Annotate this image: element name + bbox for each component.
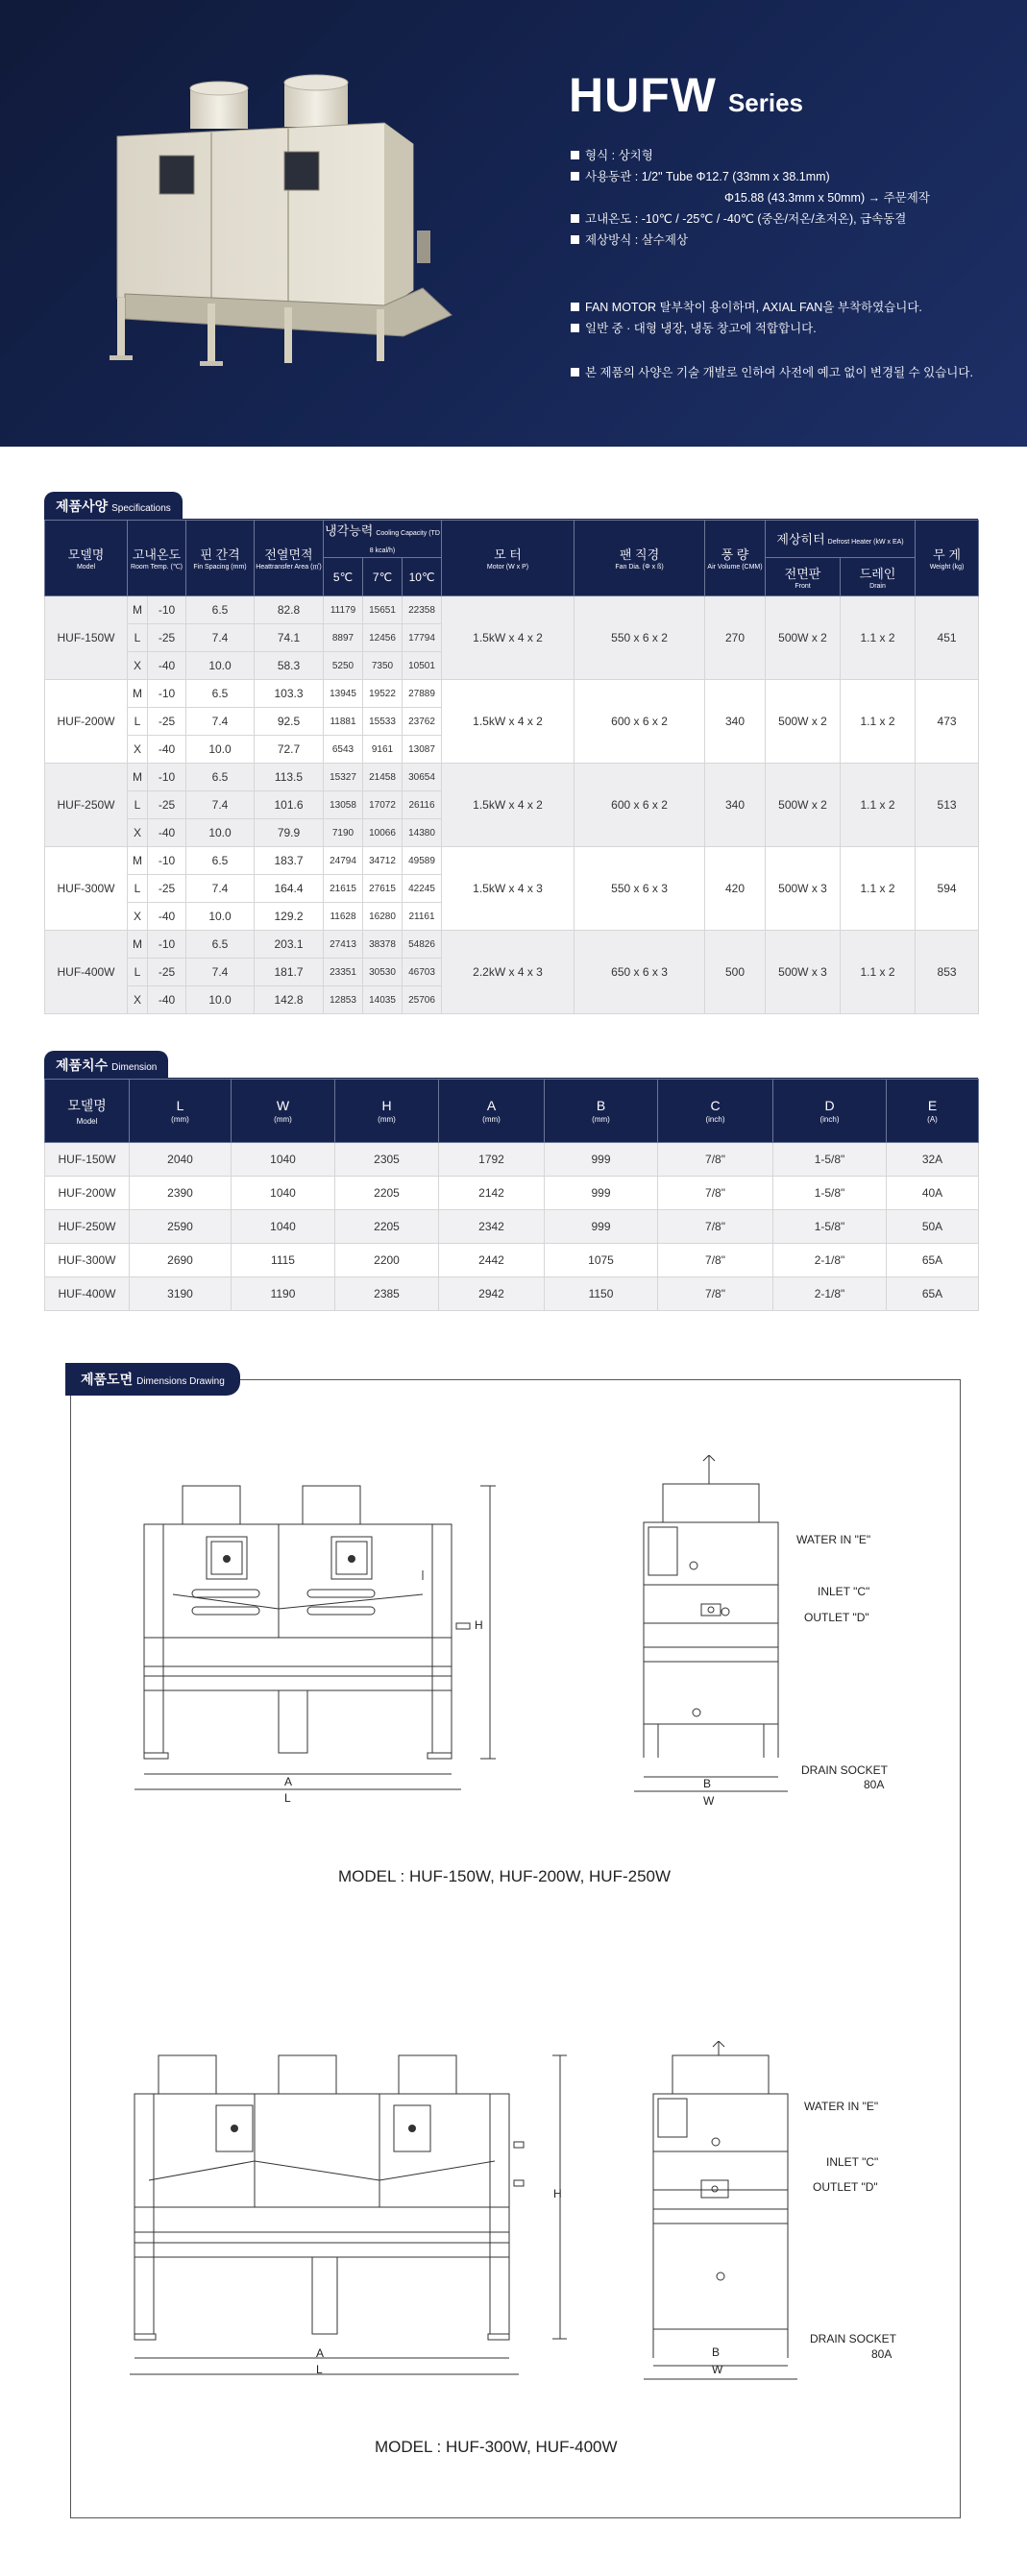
header-weight: 무 게 Weight (kg) [916,521,979,596]
header-5c: 5℃ [324,558,363,596]
spec-cell: 7.4 [186,624,255,652]
spec-cell: -10 [148,764,186,791]
series-label: Series [727,88,804,117]
spec-cell: -40 [148,736,186,764]
dim-row [45,1277,979,1311]
spec-cell: 27615 [363,875,403,903]
spec-cell: 103.3 [255,680,324,708]
spec-cell: 6.5 [186,931,255,959]
dim-cell: HUF-400W [45,1277,130,1311]
spec-cell: 164.4 [255,875,324,903]
spec-cell: 142.8 [255,986,324,1014]
spec-cell: M [128,847,148,875]
spec-cell: 16280 [363,903,403,931]
spec-cell: 853 [916,931,979,1014]
dim-cell: 1115 [232,1244,335,1277]
dim-cell: 2690 [130,1244,232,1277]
dim-w-label: W [703,1794,715,1808]
header-cooling-capacity: 냉각능력 Cooling Capacity (TD 8 kcal/h) [324,521,442,558]
product-image [96,67,480,375]
spec-cell: 42245 [403,875,442,903]
dim-cell: 3190 [130,1277,232,1311]
spec-cell: 13087 [403,736,442,764]
bullet-square-icon [571,324,579,332]
spec-cell: 7.4 [186,708,255,736]
spec-cell: 11179 [324,596,363,624]
spec-cell: 7350 [363,652,403,680]
spec-cell: 17072 [363,791,403,819]
hero-banner [0,0,1027,447]
dim-header: H (mm) [335,1080,439,1143]
dim-header: A (mm) [439,1080,545,1143]
spec-cell: -25 [148,791,186,819]
spec-cell: 6543 [324,736,363,764]
spec-cell: 1.5kW x 4 x 2 [442,596,575,680]
dim-cell: 7/8" [658,1210,773,1244]
spec-cell: 74.1 [255,624,324,652]
header-area: 전열면적 Heattransfer Area (㎡) [255,521,324,596]
dim-header: E (A) [887,1080,979,1143]
spec-cell: 500W x 3 [766,931,841,1014]
front-view-2fan-drawing [134,1474,500,1820]
spec-cell: -40 [148,652,186,680]
dim-cell: HUF-200W [45,1177,130,1210]
spec-cell: 17794 [403,624,442,652]
header-motor: 모 터 Motor (W x P) [442,521,575,596]
dim-cell: 7/8" [658,1177,773,1210]
spec-cell: 10.0 [186,986,255,1014]
dim-cell: 2390 [130,1177,232,1210]
dim-cell: 1-5/8" [773,1177,887,1210]
feature-item: 형식 : 상치형 [571,146,653,163]
spec-cell: 1.1 x 2 [841,680,916,764]
spec-cell: M [128,931,148,959]
dim-cell: 2342 [439,1210,545,1244]
dim-cell: 50A [887,1210,979,1244]
spec-cell: M [128,680,148,708]
spec-cell: 14035 [363,986,403,1014]
spec-row [45,931,979,959]
spec-cell: 30530 [363,959,403,986]
dim-cell: 2942 [439,1277,545,1311]
spec-cell: 21458 [363,764,403,791]
spec-cell: 30654 [403,764,442,791]
spec-cell: L [128,708,148,736]
spec-cell: 10.0 [186,903,255,931]
dim-row [45,1244,979,1277]
spec-cell: 600 x 6 x 2 [575,680,705,764]
spec-cell: 15327 [324,764,363,791]
dim-cell: 65A [887,1277,979,1311]
spec-cell: 1.1 x 2 [841,931,916,1014]
spec-cell: 1.5kW x 4 x 3 [442,847,575,931]
spec-cell: 22358 [403,596,442,624]
spec-cell: 13058 [324,791,363,819]
dim-cell: HUF-150W [45,1143,130,1177]
spec-cell: -40 [148,819,186,847]
spec-cell: 500 [705,931,766,1014]
spec-cell: 600 x 6 x 2 [575,764,705,847]
spec-cell: 21161 [403,903,442,931]
feature-item: 일반 중 · 대형 냉장, 냉동 창고에 적합합니다. [571,319,817,336]
spec-cell: 113.5 [255,764,324,791]
feature-item: 본 제품의 사양은 기술 개발로 인하여 사전에 예고 없이 변경될 수 있습니다. [571,363,973,380]
dim-cell: 7/8" [658,1277,773,1311]
dim-cell: 32A [887,1143,979,1177]
spec-cell: 451 [916,596,979,680]
spec-cell: -40 [148,903,186,931]
spec-row [45,596,979,624]
spec-cell: 340 [705,764,766,847]
spec-row [45,847,979,875]
feature-item: 사용동관 : 1/2" Tube Φ12.7 (33mm x 38.1mm) [571,167,830,184]
dim-cell: 999 [545,1143,658,1177]
dim-cell: 2-1/8" [773,1244,887,1277]
spec-cell: 58.3 [255,652,324,680]
spec-cell: 19522 [363,680,403,708]
spec-cell: 8897 [324,624,363,652]
dim-b-label: B [712,2345,721,2359]
dim-cell: 1040 [232,1143,335,1177]
spec-cell: 27889 [403,680,442,708]
spec-cell: 25706 [403,986,442,1014]
spec-cell: 23351 [324,959,363,986]
spec-cell: L [128,791,148,819]
spec-cell: 550 x 6 x 2 [575,596,705,680]
bullet-square-icon [571,235,579,244]
spec-cell: HUF-200W [45,680,128,764]
dim-cell: 2040 [130,1143,232,1177]
spec-cell: M [128,764,148,791]
spec-cell: 6.5 [186,680,255,708]
spec-cell: 420 [705,847,766,931]
dim-row [45,1177,979,1210]
dim-cell: 1040 [232,1210,335,1244]
dim-header: W (mm) [232,1080,335,1143]
spec-cell: X [128,903,148,931]
dim-cell: 2590 [130,1210,232,1244]
dim-cell: 7/8" [658,1244,773,1277]
spec-cell: HUF-400W [45,931,128,1014]
outlet-label: OUTLET "D" [813,2180,878,2194]
drain-socket-label: DRAIN SOCKET [810,2332,897,2345]
spec-cell: L [128,875,148,903]
spec-cell: 79.9 [255,819,324,847]
drawing-caption-1: MODEL : HUF-150W, HUF-200W, HUF-250W [338,1867,672,1885]
spec-cell: 9161 [363,736,403,764]
drain-socket-label: DRAIN SOCKET [801,1763,889,1777]
dim-cell: 2-1/8" [773,1277,887,1311]
feature-item: FAN MOTOR 탈부착이 용이하며, AXIAL FAN을 부착하였습니다. [571,298,922,315]
spec-cell: 92.5 [255,708,324,736]
feature-item: 제상방식 : 살수제상 [571,231,688,248]
spec-cell: 500W x 3 [766,847,841,931]
spec-cell: 203.1 [255,931,324,959]
spec-cell: 27413 [324,931,363,959]
dim-cell: 2385 [335,1277,439,1311]
series-title [569,67,803,123]
dimension-section-tab: 제품치수 Dimension [44,1051,168,1080]
dim-header: C (inch) [658,1080,773,1143]
header-room-temp: 고내온도 Room Temp. (℃) [128,521,186,596]
spec-cell: 49589 [403,847,442,875]
spec-cell: 46703 [403,959,442,986]
dim-header: L (mm) [130,1080,232,1143]
header-10c: 10℃ [403,558,442,596]
header-front: 전면판 Front [766,558,841,596]
spec-cell: 11628 [324,903,363,931]
dim-cell: 2205 [335,1210,439,1244]
dim-cell: 1792 [439,1143,545,1177]
feature-item-continued: Φ15.88 (43.3mm x 50mm) → 주문제작 [724,191,930,205]
spec-cell: X [128,986,148,1014]
spec-cell: 6.5 [186,847,255,875]
spec-cell: 13945 [324,680,363,708]
spec-cell: 594 [916,847,979,931]
spec-cell: 21615 [324,875,363,903]
series-name: HUFW [569,68,717,122]
side-view-drawing [624,1455,797,1820]
spec-cell: 500W x 2 [766,764,841,847]
spec-cell: 7.4 [186,791,255,819]
spec-cell: 270 [705,596,766,680]
dim-cell: 2205 [335,1177,439,1210]
dim-cell: 1040 [232,1177,335,1210]
spec-cell: HUF-250W [45,764,128,847]
spec-cell: 6.5 [186,764,255,791]
water-in-label: WATER IN "E" [796,1533,871,1546]
spec-cell: 7190 [324,819,363,847]
spec-cell: 1.5kW x 4 x 2 [442,764,575,847]
spec-cell: L [128,624,148,652]
spec-cell: 7.4 [186,875,255,903]
spec-cell: -25 [148,875,186,903]
spec-cell: -25 [148,959,186,986]
dim-cell: 999 [545,1177,658,1210]
inlet-label: INLET "C" [826,2155,879,2169]
spec-cell: L [128,959,148,986]
spec-cell: 12456 [363,624,403,652]
header-model: 모델명 Model [45,521,128,596]
header-fan-dia: 팬 직경 Fan Dia. (Φ x ß) [575,521,705,596]
spec-cell: 183.7 [255,847,324,875]
dim-header: D (inch) [773,1080,887,1143]
dim-cell: HUF-250W [45,1210,130,1244]
dim-cell: 2142 [439,1177,545,1210]
dim-cell: 65A [887,1244,979,1277]
drawing-section-tab: 제품도면 Dimensions Drawing [65,1363,240,1396]
dim-cell: 999 [545,1210,658,1244]
header-7c: 7℃ [363,558,403,596]
dim-w-label: W [712,2363,723,2376]
spec-cell: -10 [148,847,186,875]
dim-cell: 7/8" [658,1143,773,1177]
dim-cell: HUF-300W [45,1244,130,1277]
spec-cell: 15651 [363,596,403,624]
spec-cell: 15533 [363,708,403,736]
spec-cell: -10 [148,931,186,959]
bullet-square-icon [571,368,579,377]
spec-cell: 72.7 [255,736,324,764]
spec-cell: 12853 [324,986,363,1014]
spec-cell: 34712 [363,847,403,875]
bullet-square-icon [571,151,579,159]
bullet-square-icon [571,214,579,223]
spec-cell: 10.0 [186,819,255,847]
spec-cell: 38378 [363,931,403,959]
spec-table [44,520,979,1014]
spec-cell: 10.0 [186,736,255,764]
spec-cell: 473 [916,680,979,764]
water-in-label: WATER IN "E" [804,2100,879,2113]
spec-cell: X [128,819,148,847]
spec-cell: -10 [148,596,186,624]
spec-cell: 10.0 [186,652,255,680]
dim-cell: 1075 [545,1244,658,1277]
spec-cell: -25 [148,708,186,736]
spec-cell: 1.1 x 2 [841,847,916,931]
spec-cell: 23762 [403,708,442,736]
spec-cell: 24794 [324,847,363,875]
inlet-label: INLET "C" [818,1585,870,1598]
front-view-3fan-drawing [130,2046,572,2392]
dim-cell: 2200 [335,1244,439,1277]
drain-size-label: 80A [871,2347,893,2361]
dim-h-label: H [553,2187,562,2200]
spec-cell: 26116 [403,791,442,819]
header-air-volume: 풍 량 Air Volume (CMM) [705,521,766,596]
dim-cell: 2305 [335,1143,439,1177]
spec-cell: 14380 [403,819,442,847]
spec-cell: 82.8 [255,596,324,624]
header-fin-spacing: 핀 간격 Fin Spacing (mm) [186,521,255,596]
dim-cell: 1190 [232,1277,335,1311]
spec-cell: 500W x 2 [766,596,841,680]
spec-cell: HUF-300W [45,847,128,931]
spec-cell: 181.7 [255,959,324,986]
dimension-table [44,1079,979,1311]
spec-cell: 54826 [403,931,442,959]
dim-cell: 2442 [439,1244,545,1277]
spec-cell: 340 [705,680,766,764]
dim-l-label: L [316,2363,323,2376]
drawing-caption-2: MODEL : HUF-300W, HUF-400W [375,2438,618,2456]
dim-cell: 1-5/8" [773,1143,887,1177]
dim-h-label: H [475,1618,483,1632]
spec-cell: 10501 [403,652,442,680]
spec-cell: 129.2 [255,903,324,931]
spec-cell: 5250 [324,652,363,680]
spec-cell: 513 [916,764,979,847]
spec-cell: -40 [148,986,186,1014]
bullet-square-icon [571,172,579,181]
spec-cell: 1.1 x 2 [841,764,916,847]
bullet-square-icon [571,303,579,311]
spec-cell: -25 [148,624,186,652]
spec-cell: 500W x 2 [766,680,841,764]
dim-cell: 1-5/8" [773,1210,887,1244]
spec-cell: X [128,652,148,680]
dim-a-label: A [284,1775,293,1788]
spec-cell: 650 x 6 x 3 [575,931,705,1014]
outlet-label: OUTLET "D" [804,1611,869,1624]
dim-cell: 40A [887,1177,979,1210]
spec-row [45,764,979,791]
spec-cell: HUF-150W [45,596,128,680]
spec-cell: 11881 [324,708,363,736]
dim-l-label: L [284,1791,291,1805]
spec-cell: 1.5kW x 4 x 2 [442,680,575,764]
spec-cell: 550 x 6 x 3 [575,847,705,931]
header-drain: 드레인 Drain [841,558,916,596]
dim-header: 모델명 Model [45,1080,130,1143]
dim-row [45,1143,979,1177]
spec-section-tab: 제품사양 Specifications [44,492,183,521]
spec-cell: 10066 [363,819,403,847]
dim-row [45,1210,979,1244]
side-view-drawing [634,2041,807,2387]
spec-cell: 6.5 [186,596,255,624]
dim-a-label: A [316,2346,325,2360]
spec-cell: 2.2kW x 4 x 3 [442,931,575,1014]
drain-size-label: 80A [864,1778,885,1791]
spec-cell: 7.4 [186,959,255,986]
header-defrost-heater: 제상히터 Defrost Heater (kW x EA) [766,521,916,558]
spec-cell: 101.6 [255,791,324,819]
spec-cell: M [128,596,148,624]
spec-cell: 1.1 x 2 [841,596,916,680]
spec-row [45,680,979,708]
dim-header: B (mm) [545,1080,658,1143]
spec-cell: X [128,736,148,764]
dim-cell: 1150 [545,1277,658,1311]
dim-b-label: B [703,1777,712,1790]
spec-cell: -10 [148,680,186,708]
feature-item: 고내온도 : -10℃ / -25℃ / -40℃ (중온/저온/초저온), 급속동결 [571,209,906,227]
